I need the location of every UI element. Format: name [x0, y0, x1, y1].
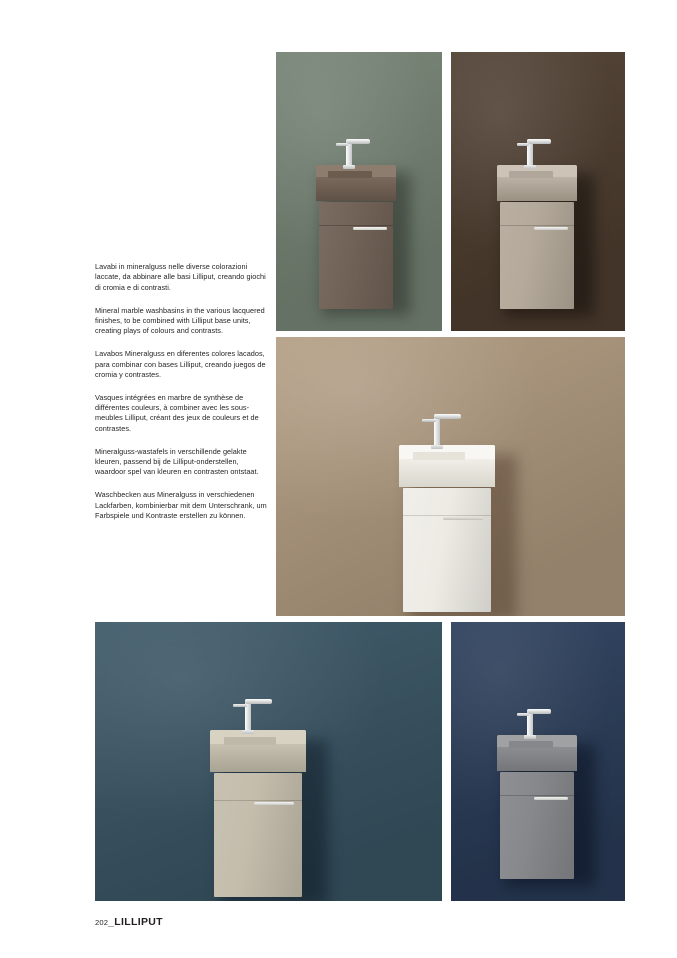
faucet-base	[343, 165, 355, 169]
product-photo-top-left	[276, 52, 442, 331]
footer-separator: _	[108, 916, 115, 928]
washbasin-unit	[316, 165, 396, 310]
washbasin-unit	[497, 735, 577, 880]
caption-paragraph-en: Mineral marble washbasins in the various lacquered finishes, to be combined with Lilliput base units, creating plays of colours and contrasts.	[95, 305, 265, 336]
faucet-spout	[527, 139, 551, 144]
caption-paragraph-es: Lavabos Mineralguss en diferentes colores lacados, para combinar con bases Lilliput, creando juegos de cromia y contrastes.	[95, 349, 266, 379]
washbasin	[497, 735, 577, 771]
washbasin-front	[316, 177, 396, 201]
collection-name: LILLIPUT	[114, 916, 163, 928]
washbasin	[316, 165, 396, 201]
faucet-base	[524, 165, 536, 169]
faucet-base	[242, 730, 254, 734]
faucet-lever	[517, 713, 529, 716]
faucet-base	[524, 735, 536, 739]
product-photo-top-right	[451, 52, 625, 331]
washbasin-bowl	[413, 452, 465, 460]
faucet-lever	[233, 704, 247, 707]
washbasin-front	[210, 744, 306, 772]
base-unit-cabinet	[319, 202, 393, 309]
page-number: 202	[95, 918, 109, 927]
base-unit-cabinet	[403, 488, 491, 612]
caption-paragraph-it: Lavabi in mineralguss nelle diverse colorazioni laccate, da abbinare alle basi Lilliput, creando giochi di cromia e di contrasti.	[95, 262, 266, 292]
cabinet-shading	[214, 773, 302, 897]
faucet-spout	[245, 699, 272, 704]
washbasin-front	[399, 459, 495, 487]
faucet-spout	[434, 414, 461, 419]
base-unit-cabinet	[214, 773, 302, 897]
faucet-base	[431, 445, 443, 449]
caption-paragraph-de: Waschbecken aus Mineralguss in verschiedenen Lackfarben, kombinierbar mit dem Unterschrank, um Farbspiele und Kontraste erstellen zu können.	[95, 490, 267, 520]
base-unit-cabinet	[500, 772, 574, 879]
cabinet-shading	[403, 488, 491, 612]
drawer-gap	[214, 800, 302, 801]
washbasin-front	[497, 177, 577, 201]
cabinet-shading	[500, 202, 574, 309]
washbasin-unit	[210, 730, 306, 898]
washbasin	[210, 730, 306, 772]
faucet-spout	[346, 139, 370, 144]
caption-paragraph-fr: Vasques intégrées en marbre de synthèse de différentes couleurs, à combiner avec les sous-meubles Lilliput, créant des jeux de couleurs et de contrastes.	[95, 392, 259, 433]
product-photo-bottom-right	[451, 622, 625, 901]
drawer-handle	[534, 227, 568, 230]
washbasin	[497, 165, 577, 201]
washbasin-bowl	[509, 171, 553, 178]
washbasin	[399, 445, 495, 487]
washbasin-unit	[399, 445, 495, 613]
faucet-lever	[422, 419, 436, 422]
washbasin-unit	[497, 165, 577, 310]
drawer-gap	[403, 515, 491, 516]
drawer-gap	[500, 225, 574, 226]
faucet-lever	[336, 143, 348, 146]
drawer-handle	[443, 517, 483, 520]
drawer-gap	[319, 225, 393, 226]
drawer-handle	[254, 802, 294, 805]
product-photo-bottom-left	[95, 622, 442, 901]
faucet-spout	[527, 709, 551, 714]
washbasin-front	[497, 747, 577, 771]
drawer-handle	[353, 227, 387, 230]
product-photo-middle	[276, 337, 625, 616]
caption-block	[95, 262, 267, 521]
drawer-gap	[500, 795, 574, 796]
base-unit-cabinet	[500, 202, 574, 309]
washbasin-bowl	[328, 171, 372, 178]
drawer-handle	[534, 797, 568, 800]
cabinet-shading	[319, 202, 393, 309]
page-footer	[95, 916, 163, 928]
washbasin-bowl	[509, 741, 553, 748]
cabinet-shading	[500, 772, 574, 879]
washbasin-bowl	[224, 737, 276, 745]
caption-paragraph-nl: Mineralguss-wastafels in verschillende gelakte kleuren, passend bij de Lilliput-onderstellen, waardoor spel van kleuren en contrasten ontstaat.	[95, 446, 259, 477]
faucet-lever	[517, 143, 529, 146]
